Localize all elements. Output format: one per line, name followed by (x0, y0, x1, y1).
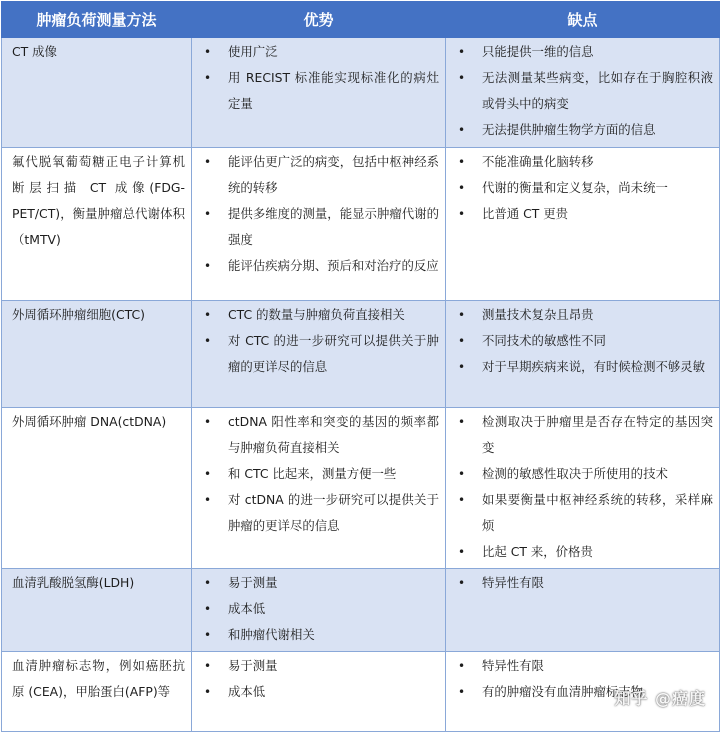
header-advantages: 优势 (192, 2, 446, 38)
disadvantages-cell (446, 569, 720, 652)
list-item (202, 653, 439, 679)
list-item-text: 对于早期疾病来说，有时候检测不够灵敏 (482, 359, 705, 374)
list-item-text: 无法提供肿瘤生物学方面的信息 (482, 122, 655, 137)
table-row (2, 408, 720, 569)
list-item (456, 39, 713, 65)
list-item (202, 39, 439, 65)
list-item (202, 409, 439, 461)
list-item (456, 653, 713, 679)
bullet-icon: • (458, 354, 465, 380)
list-item-text: 能评估更广泛的病变，包括中枢神经系统的转移 (228, 154, 439, 195)
bullet-icon: • (204, 461, 211, 487)
bullet-icon: • (458, 570, 465, 596)
disadvantages-cell (446, 38, 720, 148)
table-row (2, 569, 720, 652)
table-row (2, 301, 720, 408)
list-item-text: 能评估疾病分期、预后和对治疗的反应 (228, 258, 439, 273)
disadvantages-list (456, 409, 713, 565)
bullet-icon: • (204, 596, 211, 622)
bullet-icon: • (458, 539, 465, 565)
disadvantages-cell (446, 148, 720, 301)
bullet-icon: • (204, 65, 211, 91)
disadvantages-list (456, 149, 713, 227)
bullet-icon: • (458, 302, 465, 328)
list-item-text: ctDNA 阳性率和突变的基因的频率都与肿瘤负荷直接相关 (228, 414, 439, 455)
list-item (456, 302, 713, 328)
list-item-text: 不能准确量化脑转移 (482, 154, 594, 169)
bullet-icon: • (204, 253, 211, 279)
watermark: 知乎 @癌度 (614, 686, 706, 709)
list-item-text: 特异性有限 (482, 658, 544, 673)
list-item-text: 成本低 (228, 684, 265, 699)
list-item (202, 461, 439, 487)
list-item-text: 测量技术复杂且昂贵 (482, 307, 594, 322)
bullet-icon: • (204, 622, 211, 648)
list-item (202, 596, 439, 622)
list-item-text: 无法测量某些病变，比如存在于胸腔积液或骨头中的病变 (482, 70, 713, 111)
disadvantages-list (456, 39, 713, 143)
header-row (2, 2, 720, 38)
list-item (202, 253, 439, 279)
method-cell: CT 成像 (2, 38, 192, 148)
advantages-cell (192, 408, 446, 569)
advantages-cell (192, 148, 446, 301)
list-item-text: 易于测量 (228, 658, 278, 673)
bullet-icon: • (204, 487, 211, 513)
advantages-cell (192, 652, 446, 732)
list-item (202, 201, 439, 253)
table-row (2, 148, 720, 301)
list-item (456, 487, 713, 539)
list-item-text: 代谢的衡量和定义复杂，尚未统一 (482, 180, 668, 195)
list-item (202, 328, 439, 380)
list-item-text: 用 RECIST 标准能实现标准化的病灶定量 (228, 70, 439, 111)
bullet-icon: • (458, 117, 465, 143)
table-row (2, 38, 720, 148)
list-item (202, 679, 439, 705)
advantages-cell (192, 301, 446, 408)
list-item-text: 检测的敏感性取决于所使用的技术 (482, 466, 668, 481)
bullet-icon: • (204, 570, 211, 596)
list-item (456, 539, 713, 565)
disadvantages-list (456, 570, 713, 596)
bullet-icon: • (204, 302, 211, 328)
list-item (202, 570, 439, 596)
bullet-icon: • (204, 328, 211, 354)
list-item (202, 65, 439, 117)
list-item (202, 622, 439, 648)
bullet-icon: • (204, 201, 211, 227)
list-item (456, 149, 713, 175)
disadvantages-cell (446, 301, 720, 408)
method-cell: 氟代脱氧葡萄糖正电子计算机断层扫描 CT 成像(FDG-PET/CT)，衡量肿瘤总代谢体积（tMTV) (2, 148, 192, 301)
method-cell: 外周循环肿瘤细胞(CTC) (2, 301, 192, 408)
list-item (456, 354, 713, 380)
list-item-text: 和 CTC 比起来，测量方便一些 (228, 466, 396, 481)
list-item (202, 149, 439, 201)
list-item (456, 461, 713, 487)
list-item (456, 117, 713, 143)
bullet-icon: • (458, 409, 465, 435)
list-item-text: 如果要衡量中枢神经系统的转移，采样麻烦 (482, 492, 713, 533)
list-item-text: 只能提供一维的信息 (482, 44, 594, 59)
list-item-text: 检测取决于肿瘤里是否存在特定的基因突变 (482, 414, 713, 455)
list-item (456, 65, 713, 117)
advantages-list (202, 653, 439, 705)
bullet-icon: • (204, 653, 211, 679)
list-item (202, 487, 439, 539)
advantages-list (202, 409, 439, 539)
list-item-text: 比普通 CT 更贵 (482, 206, 568, 221)
list-item-text: 不同技术的敏感性不同 (482, 333, 606, 348)
list-item-text: 对 ctDNA 的进一步研究可以提供关于肿瘤的更详尽的信息 (228, 492, 439, 533)
bullet-icon: • (458, 39, 465, 65)
bullet-icon: • (458, 679, 465, 705)
list-item-text: CTC 的数量与肿瘤负荷直接相关 (228, 307, 405, 322)
bullet-icon: • (204, 679, 211, 705)
list-item-text: 和肿瘤代谢相关 (228, 627, 315, 642)
list-item (456, 175, 713, 201)
bullet-icon: • (458, 461, 465, 487)
method-cell: 血清肿瘤标志物，例如癌胚抗原 (CEA)，甲胎蛋白(AFP)等 (2, 652, 192, 732)
list-item (456, 201, 713, 227)
advantages-list (202, 39, 439, 117)
bullet-icon: • (204, 149, 211, 175)
list-item-text: 特异性有限 (482, 575, 544, 590)
disadvantages-list (456, 302, 713, 380)
advantages-cell (192, 38, 446, 148)
list-item (456, 570, 713, 596)
list-item-text: 对 CTC 的进一步研究可以提供关于肿瘤的更详尽的信息 (228, 333, 439, 374)
bullet-icon: • (204, 39, 211, 65)
table-row (2, 652, 720, 732)
method-cell: 血清乳酸脱氢酶(LDH) (2, 569, 192, 652)
bullet-icon: • (458, 149, 465, 175)
list-item-text: 易于测量 (228, 575, 278, 590)
method-cell: 外周循环肿瘤 DNA(ctDNA) (2, 408, 192, 569)
list-item (202, 302, 439, 328)
list-item-text: 比起 CT 来，价格贵 (482, 544, 593, 559)
list-item-text: 成本低 (228, 601, 265, 616)
list-item-text: 使用广泛 (228, 44, 278, 59)
bullet-icon: • (458, 653, 465, 679)
list-item (456, 328, 713, 354)
list-item-text: 提供多维度的测量，能显示肿瘤代谢的强度 (228, 206, 439, 247)
comparison-table (1, 1, 720, 732)
bullet-icon: • (458, 65, 465, 91)
bullet-icon: • (458, 487, 465, 513)
header-method: 肿瘤负荷测量方法 (2, 2, 192, 38)
bullet-icon: • (458, 328, 465, 354)
list-item-text: 有的肿瘤没有血清肿瘤标志物 (482, 684, 643, 699)
list-item (456, 409, 713, 461)
bullet-icon: • (204, 409, 211, 435)
advantages-cell (192, 569, 446, 652)
bullet-icon: • (458, 201, 465, 227)
header-disadvantages: 缺点 (446, 2, 720, 38)
advantages-list (202, 149, 439, 279)
advantages-list (202, 570, 439, 648)
bullet-icon: • (458, 175, 465, 201)
disadvantages-cell (446, 408, 720, 569)
advantages-list (202, 302, 439, 380)
